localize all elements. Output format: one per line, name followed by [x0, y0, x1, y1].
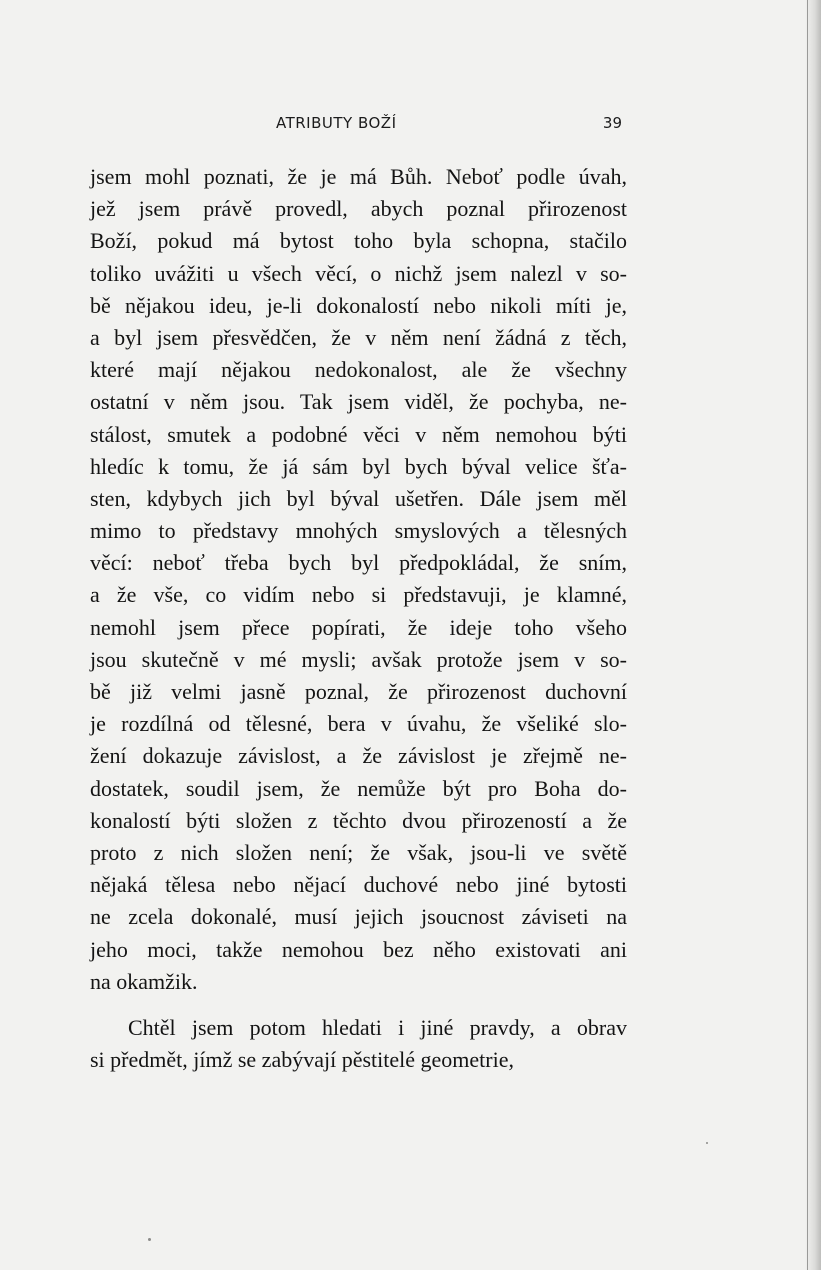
paragraph-gap [90, 998, 627, 1012]
text-line: je rozdílná od tělesné, bera v úvahu, že všeliké slo- [90, 711, 627, 737]
page-number: 39 [602, 114, 622, 132]
text-line: věcí: neboť třeba bych byl předpokládal, že sním, [90, 550, 627, 576]
paper-speck [706, 1142, 708, 1144]
running-title: ATRIBUTY BOŽÍ [276, 114, 397, 132]
paragraph-1 [90, 161, 627, 998]
text-line: konalostí býti složen z těchto dvou přirozeností a že [90, 807, 627, 833]
text-line: toliko uvážiti u všech věcí, o nichž jsem nalezl v so- [90, 260, 627, 286]
paper-speck [148, 1238, 151, 1241]
text-line: ne zcela dokonalé, musí jejich jsoucnost záviseti na [90, 904, 627, 930]
page-header [90, 114, 630, 138]
text-line: mimo to představy mnohých smyslových a tělesných [90, 518, 627, 544]
text-line: stálost, smutek a podobné věci v něm nemohou býti [90, 421, 627, 447]
text-line: žení dokazuje závislost, a že závislost je zřejmě ne- [90, 743, 627, 769]
text-line: bě již velmi jasně poznal, že přirozenost duchovní [90, 679, 627, 704]
text-line: sten, kdybych jich byl býval ušetřen. Dále jsem měl [90, 485, 627, 511]
page-edge-line [807, 0, 808, 1270]
text-line: jeho moci, takže nemohou bez něho existovati ani [90, 936, 627, 962]
text-line: proto z nich složen není; že však, jsou-li ve světě [90, 839, 627, 865]
text-line: a že vše, co vidím nebo si představuji, je klamné, [90, 582, 627, 608]
text-line: si předmět, jímž se zabývají pěstitelé geometrie, [90, 1047, 514, 1073]
text-line: jež jsem právě provedl, abych poznal přirozenost [90, 196, 627, 222]
text-line: jsou skutečně v mé mysli; avšak protože jsem v so- [90, 646, 627, 672]
text-line: ostatní v něm jsou. Tak jsem viděl, že pochyba, ne- [90, 389, 627, 415]
text-line: na okamžik. [90, 968, 198, 994]
text-line: bě nějakou ideu, je-li dokonalostí nebo nikoli míti je, [90, 292, 627, 318]
text-line: Chtěl jsem potom hledati i jiné pravdy, a obrav [128, 1014, 627, 1040]
text-line: jsem mohl poznati, že je má Bůh. Neboť podle úvah, [90, 164, 627, 189]
text-line: nějaká tělesa nebo nějací duchové nebo jiné bytosti [90, 872, 627, 898]
text-line: Boží, pokud má bytost toho byla schopna, stačilo [90, 228, 627, 254]
text-line: dostatek, soudil jsem, že nemůže být pro Boha do- [90, 775, 627, 801]
text-line: které mají nějakou nedokonalost, ale že všechny [90, 357, 627, 383]
paragraph-2 [90, 1012, 627, 1076]
text-line: hledíc k tomu, že já sám byl bych býval velice šťa- [90, 453, 627, 479]
text-line: a byl jsem přesvědčen, že v něm není žádná z těch, [90, 324, 627, 350]
body-text [90, 161, 627, 1076]
text-line: nemohl jsem přece popírati, že ideje toho všeho [90, 614, 627, 640]
